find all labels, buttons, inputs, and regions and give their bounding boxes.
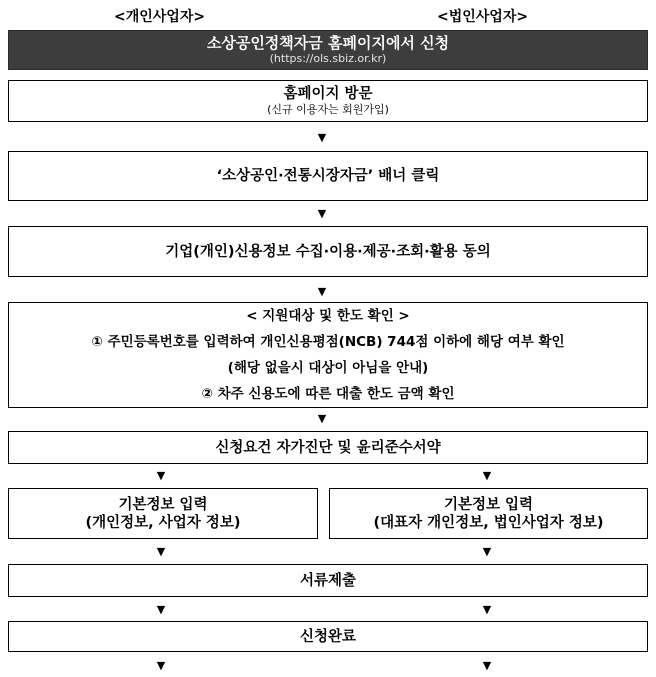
down-arrow-icon: ▼: [156, 603, 166, 616]
application-complete-box: [8, 621, 648, 652]
down-arrow-icon: ▼: [156, 659, 166, 672]
application-complete-text: 신청완료: [299, 628, 357, 645]
down-arrow-icon: ▼: [482, 545, 492, 558]
down-arrow-icon: ▼: [482, 603, 492, 616]
self-check-box: [8, 431, 648, 464]
visit-homepage-title: 홈페이지 방문: [283, 86, 373, 102]
apply-on-homepage-box: [8, 30, 648, 70]
visit-homepage-box: [8, 80, 648, 122]
basic-info-individual-title: 기본정보 입력: [118, 496, 208, 513]
document-submission-text: 서류제출: [299, 572, 357, 589]
document-submission-box: [8, 564, 648, 597]
visit-homepage-note: (신규 이용자는 회원가입): [267, 103, 389, 116]
basic-info-corporate-box: [329, 488, 648, 539]
header-individual-business: <개인사업자>: [114, 9, 206, 25]
banner-click-box: [8, 151, 648, 201]
eligibility-title: < 지원대상 및 한도 확인 >: [246, 308, 410, 324]
eligibility-step-1: ① 주민등록번호를 입력하여 개인신용평점(NCB) 744점 이하에 해당 여부 확인: [91, 334, 565, 350]
eligibility-step-1-note: (해당 없을시 대상이 아님을 안내): [227, 360, 429, 376]
eligibility-step-2: ② 차주 신용도에 따른 대출 한도 금액 확인: [201, 386, 455, 402]
basic-info-corporate-detail: (대표자 개인정보, 법인사업자 정보): [373, 514, 604, 531]
basic-info-individual-box: [8, 488, 318, 539]
down-arrow-icon: ▼: [482, 659, 492, 672]
self-check-text: 신청요건 자가진단 및 윤리준수서약: [215, 439, 441, 456]
eligibility-check-box: [8, 302, 648, 408]
down-arrow-icon: ▼: [317, 131, 327, 144]
header-corporate-business: <법인사업자>: [437, 9, 529, 25]
homepage-url: (https://ols.sbiz.or.kr): [269, 52, 387, 65]
down-arrow-icon: ▼: [156, 545, 166, 558]
banner-click-text: ‘소상공인·전통시장자금’ 배너 클릭: [216, 168, 440, 184]
down-arrow-icon: ▼: [156, 469, 166, 482]
apply-on-homepage-title: 소상공인정책자금 홈페이지에서 신청: [206, 34, 450, 52]
down-arrow-icon: ▼: [317, 412, 327, 425]
credit-info-consent-text: 기업(개인)신용정보 수집·이용·제공·조회·활용 동의: [165, 243, 491, 260]
credit-info-consent-box: [8, 226, 648, 277]
down-arrow-icon: ▼: [482, 469, 492, 482]
down-arrow-icon: ▼: [317, 285, 327, 298]
down-arrow-icon: ▼: [317, 207, 327, 220]
basic-info-corporate-title: 기본정보 입력: [443, 496, 534, 513]
basic-info-individual-detail: (개인정보, 사업자 정보): [85, 514, 241, 531]
